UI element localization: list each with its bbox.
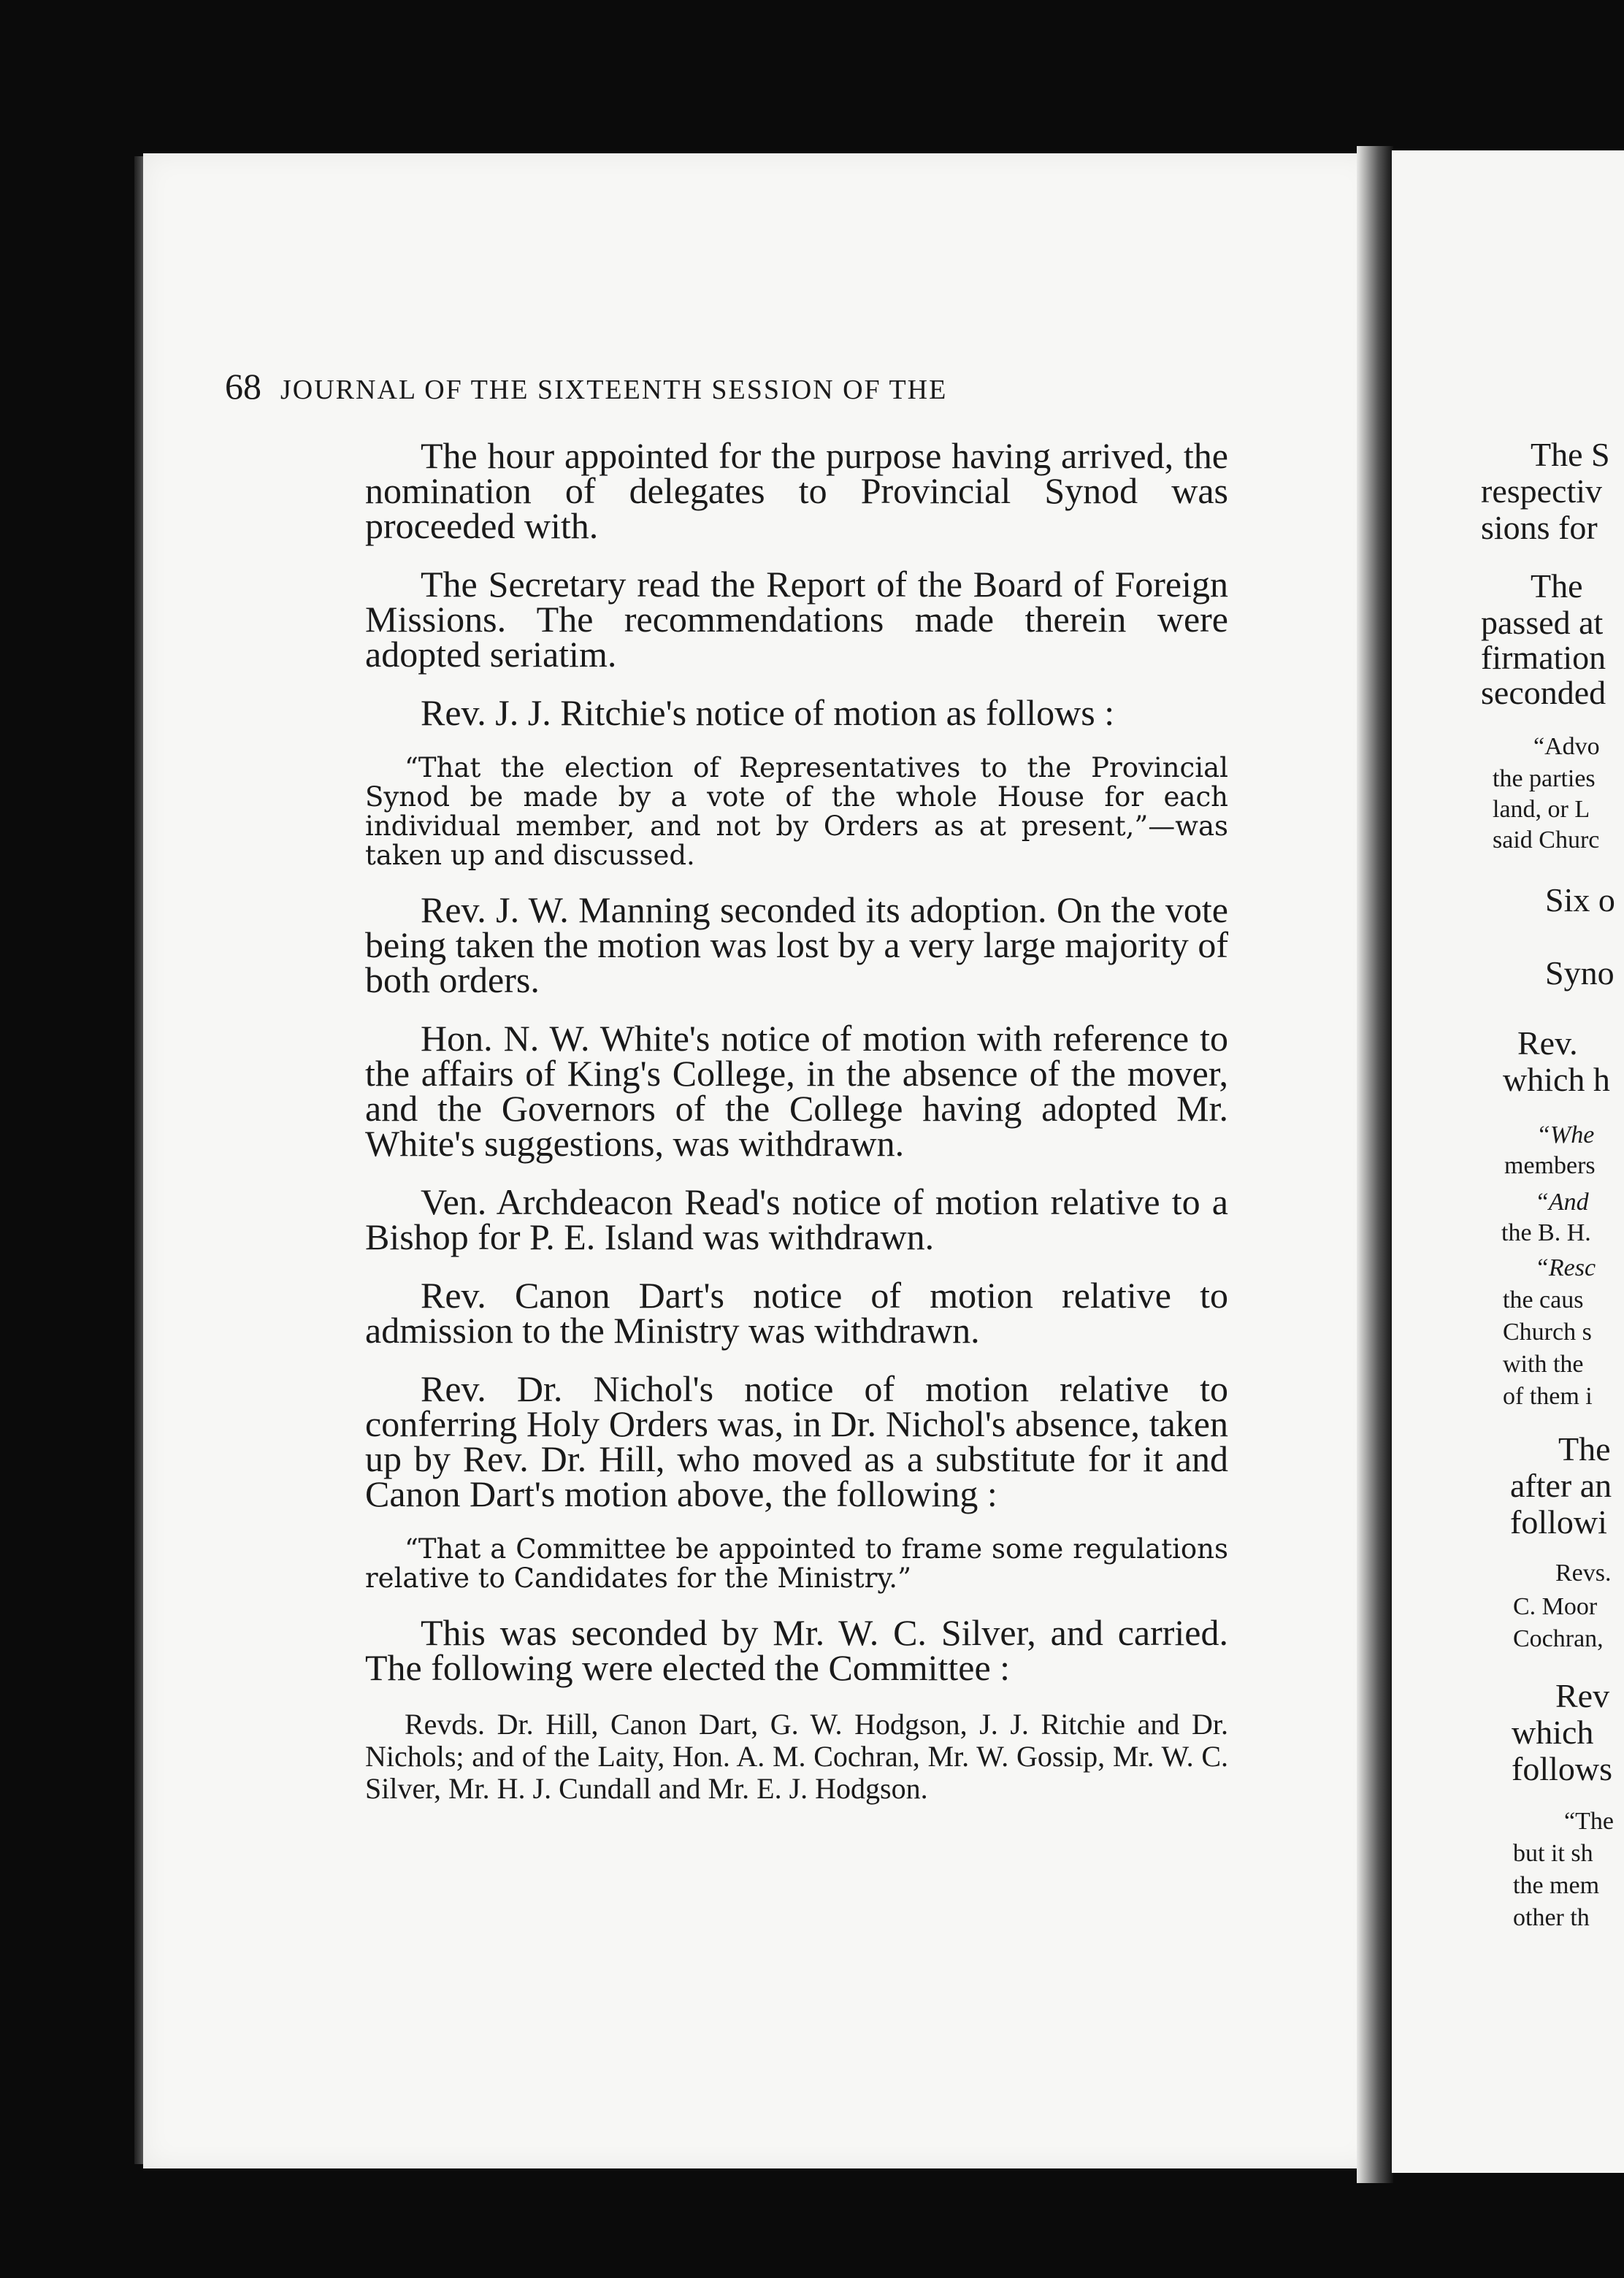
right-text-fragment: land, or L bbox=[1493, 796, 1590, 823]
right-text-fragment: the mem bbox=[1513, 1872, 1600, 1899]
right-text-fragment: “Advo bbox=[1533, 733, 1600, 760]
right-text-fragment: seconded bbox=[1481, 674, 1606, 711]
right-text-fragment: C. Moor bbox=[1513, 1593, 1598, 1620]
right-text-fragment: Rev. bbox=[1517, 1024, 1578, 1062]
right-text-fragment: respectiv bbox=[1481, 472, 1603, 510]
right-text-fragment: said Churc bbox=[1493, 827, 1600, 854]
right-text-fragment: firmation bbox=[1481, 639, 1606, 676]
quoted-motion: “That the election of Representatives to the Provincial Synod be made by a vote of the whole House for each individual member, and not by Orders as at present,”—was taken up and discussed. bbox=[365, 752, 1228, 871]
right-text-fragment: the caus bbox=[1503, 1286, 1584, 1314]
right-text-fragment: with the bbox=[1503, 1351, 1584, 1378]
right-text-fragment: Revs. bbox=[1555, 1560, 1612, 1587]
right-text-fragment: of them i bbox=[1503, 1383, 1593, 1410]
right-text-fragment: The bbox=[1558, 1430, 1611, 1468]
paragraph: Rev. J. W. Manning seconded its adoption. On the vote being taken the motion was lost by a very large majority of both orders. bbox=[365, 889, 1228, 1000]
right-text-fragment: Syno bbox=[1545, 954, 1615, 992]
right-text-fragment: “Resc bbox=[1535, 1254, 1596, 1281]
right-text-fragment: which bbox=[1512, 1714, 1594, 1751]
right-text-fragment: follows bbox=[1512, 1750, 1612, 1787]
right-text-fragment: but it sh bbox=[1513, 1840, 1593, 1867]
paragraph: This was seconded by Mr. W. C. Silver, and carried. The following were elected the Committee : bbox=[365, 1612, 1228, 1688]
right-text-fragment: which h bbox=[1503, 1061, 1610, 1098]
right-text-fragment: passed at bbox=[1481, 604, 1604, 641]
right-text-fragment: The S bbox=[1531, 436, 1610, 473]
paragraph: The hour appointed for the purpose having arrived, the nomination of delegates to Provincial Synod was proceeded with. bbox=[365, 435, 1228, 546]
paragraph: Ven. Archdeacon Read's notice of motion relative to a Bishop for P. E. Island was withdrawn. bbox=[365, 1181, 1228, 1257]
right-text-fragment: “And bbox=[1535, 1189, 1589, 1216]
right-page-partial bbox=[1392, 150, 1624, 2173]
committee-list: Revds. Dr. Hill, Canon Dart, G. W. Hodgson, J. J. Ritchie and Dr. Nichols; and of the Laity, Hon. A. M. Cochran, Mr. W. Gossip, Mr. W. C. Silver, Mr. H. J. Cundall and Mr. E. J. Hodgson. bbox=[365, 1708, 1228, 1805]
right-text-fragment: other th bbox=[1513, 1904, 1590, 1931]
paragraph: Rev. Dr. Nichol's notice of motion relative to conferring Holy Orders was, in Dr. Nichol's absence, taken up by Rev. Dr. Hill, who moved as a substitute for it and Canon Dart's motion above, the following : bbox=[365, 1368, 1228, 1514]
right-text-fragment: followi bbox=[1510, 1503, 1607, 1541]
quoted-motion: “That a Committee be appointed to frame some regulations relative to Candidates for the Ministry.” bbox=[365, 1533, 1228, 1594]
right-text-fragment: sions for bbox=[1481, 509, 1598, 546]
right-text-fragment: “The bbox=[1564, 1808, 1614, 1835]
right-text-fragment: Rev bbox=[1555, 1677, 1610, 1714]
paragraph: Rev. J. J. Ritchie's notice of motion as follows : bbox=[421, 692, 1115, 733]
running-head-title: JOURNAL OF THE SIXTEENTH SESSION OF THE bbox=[280, 375, 948, 405]
right-text-fragment: after an bbox=[1510, 1467, 1612, 1504]
right-text-fragment: The bbox=[1531, 567, 1583, 605]
paragraph: The Secretary read the Report of the Board of Foreign Missions. The recommendations made therein were adopted seriatim. bbox=[365, 564, 1228, 675]
right-text-fragment: the parties bbox=[1493, 765, 1596, 792]
right-text-fragment: Church s bbox=[1503, 1319, 1592, 1346]
right-text-fragment: Six o bbox=[1545, 881, 1615, 919]
paragraph: Hon. N. W. White's notice of motion with reference to the affairs of King's College, in the absence of the mover, and the Governors of the College having adopted Mr. White's suggestions, was withdrawn. bbox=[365, 1018, 1228, 1164]
right-text-fragment: members bbox=[1504, 1152, 1596, 1179]
running-head bbox=[225, 365, 1174, 409]
paragraph: Rev. Canon Dart's notice of motion relative to admission to the Ministry was withdrawn. bbox=[365, 1275, 1228, 1351]
right-text-fragment: Cochran, bbox=[1513, 1625, 1604, 1652]
right-text-fragment: the B. H. bbox=[1501, 1219, 1591, 1246]
page-number: 68 bbox=[225, 366, 261, 407]
book-gutter bbox=[1357, 146, 1393, 2183]
right-text-fragment: “Whe bbox=[1536, 1121, 1595, 1148]
main-text-column bbox=[365, 435, 1228, 1805]
